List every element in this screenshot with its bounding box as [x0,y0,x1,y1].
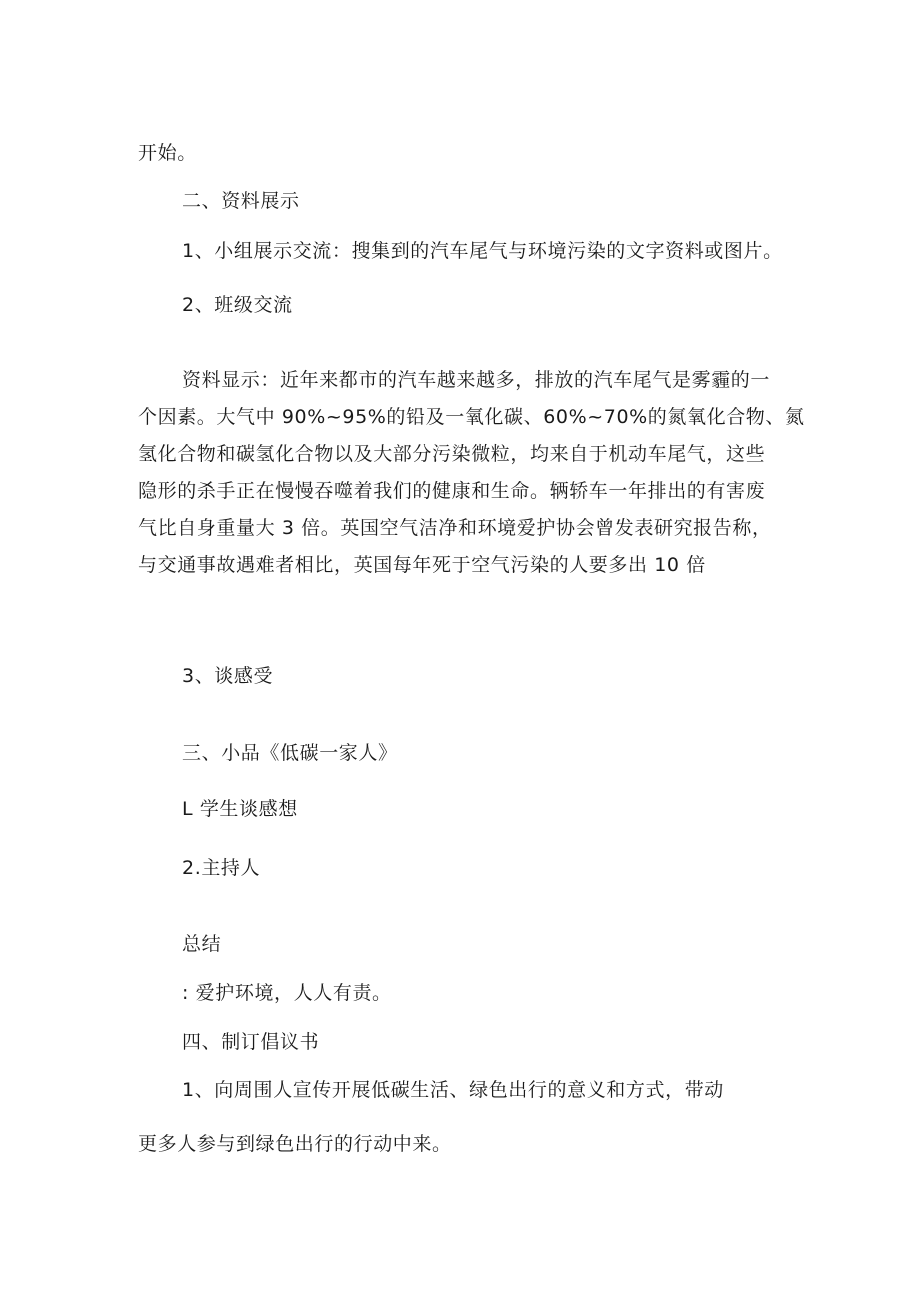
section-heading-sketch: 三、小品《低碳一家人》 [182,742,398,764]
list-item-promote: 1、向周围人宣传开展低碳生活、绿色出行的意义和方式，带动 [182,1079,724,1101]
text-line-continuation: 更多人参与到绿色出行的行动中来。 [138,1133,452,1155]
section-heading-materials: 二、资料展示 [182,190,300,212]
paragraph-line: 个因素。大气中 90%~95%的铅及一氧化碳、60%~70%的氮氧化合物、氮 [138,406,805,428]
material-paragraph [138,362,805,584]
summary-text: : 爱护环境，人人有责。 [182,982,392,1004]
paragraph-line: 隐形的杀手正在慢慢吞噬着我们的健康和生命。辆轿车一年排出的有害废 [138,480,766,502]
list-item-class-exchange: 2、班级交流 [182,294,293,316]
paragraph-line: 氢化合物和碳氢化合物以及大部分污染微粒，均来自于机动车尾气，这些 [138,443,766,465]
summary-label: 总结 [182,933,222,955]
list-item-group-exchange: 1、小组展示交流：搜集到的汽车尾气与环境污染的文字资料或图片。 [182,240,783,262]
paragraph-line: 资料显示：近年来都市的汽车越来越多，排放的汽车尾气是雾霾的一 [182,369,771,391]
paragraph-line: 与交通事故遇难者相比，英国每年死于空气污染的人要多出 10 倍 [138,554,706,576]
text-line-start: 开始。 [138,142,197,164]
paragraph-line: 气比自身重量大 3 倍。英国空气洁净和环境爱护协会曾发表研究报告称， [138,517,772,539]
section-heading-proposal: 四、制订倡议书 [182,1031,320,1053]
list-item-host: 2.主持人 [182,857,261,879]
list-item-students: L 学生谈感想 [182,798,298,820]
list-item-feelings: 3、谈感受 [182,665,274,687]
